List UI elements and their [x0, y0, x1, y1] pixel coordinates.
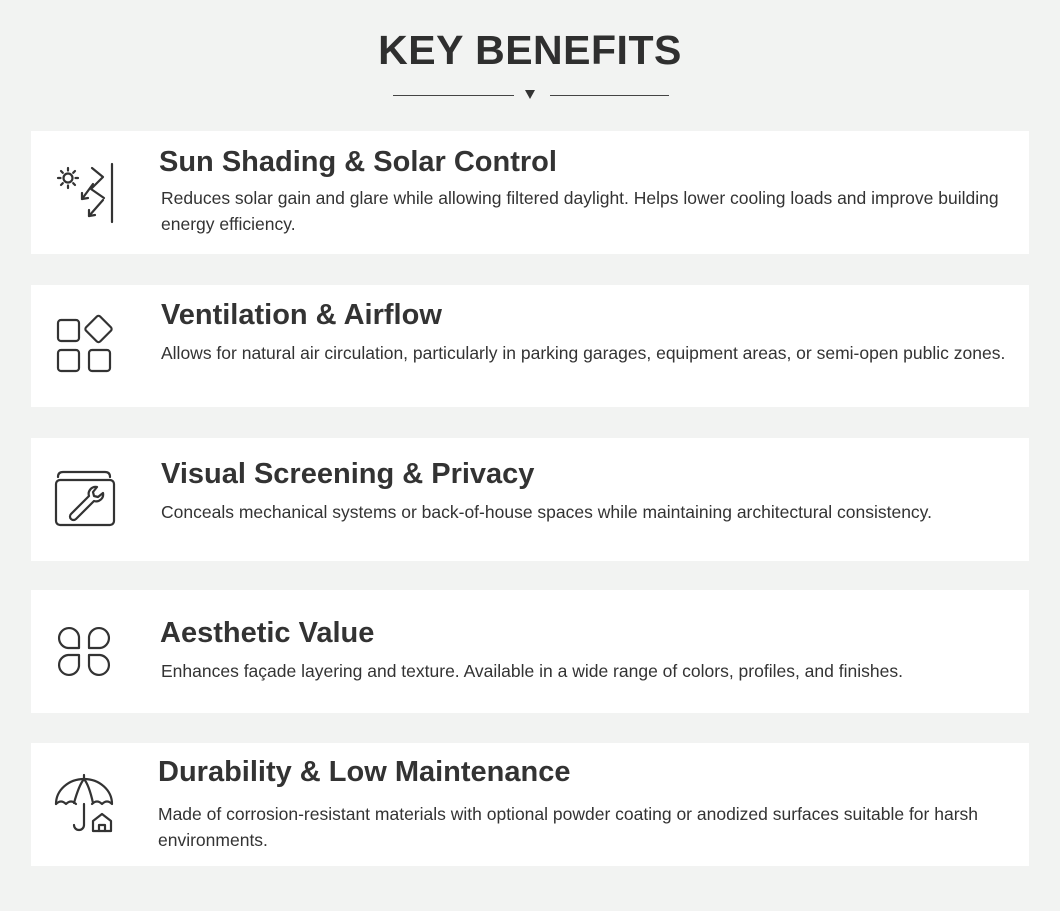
divider-line-left	[393, 95, 514, 96]
benefit-card-durability	[31, 743, 1029, 866]
page-header	[0, 0, 1060, 120]
benefit-description: Conceals mechanical systems or back-of-house spaces while maintaining architectural consistency.	[161, 502, 932, 522]
benefit-title: Ventilation & Airflow	[161, 299, 442, 331]
benefit-title: Visual Screening & Privacy	[161, 458, 535, 490]
benefit-description: Allows for natural air circulation, particularly in parking garages, equipment areas, or semi-open public zones.	[161, 343, 1006, 363]
benefit-title: Sun Shading & Solar Control	[159, 146, 557, 178]
benefit-card-aesthetic	[31, 590, 1029, 713]
benefit-card-screening	[31, 438, 1029, 561]
divider-line-right	[550, 95, 669, 96]
wrench-box-icon	[49, 465, 119, 535]
page-title: KEY BENEFITS	[378, 27, 682, 73]
benefit-description: Enhances façade layering and texture. Available in a wide range of colors, profiles, and finishes.	[161, 661, 903, 681]
benefit-card-sun-shading	[31, 131, 1029, 254]
benefit-card-ventilation	[31, 285, 1029, 407]
grid-shapes-icon	[49, 311, 119, 381]
benefit-title: Aesthetic Value	[160, 617, 375, 649]
title-divider	[393, 88, 669, 104]
benefit-description: Reduces solar gain and glare while allowing filtered daylight. Helps lower cooling loads and improve building energy efficiency.	[161, 188, 999, 234]
petals-icon	[49, 616, 119, 686]
divider-arrow-icon	[525, 90, 535, 99]
sun-shading-icon	[49, 155, 119, 225]
benefit-description: Made of corrosion-resistant materials with optional powder coating or anodized surfaces suitable for harsh environments.	[158, 804, 979, 850]
benefit-title: Durability & Low Maintenance	[158, 756, 571, 788]
umbrella-house-icon	[49, 769, 119, 839]
